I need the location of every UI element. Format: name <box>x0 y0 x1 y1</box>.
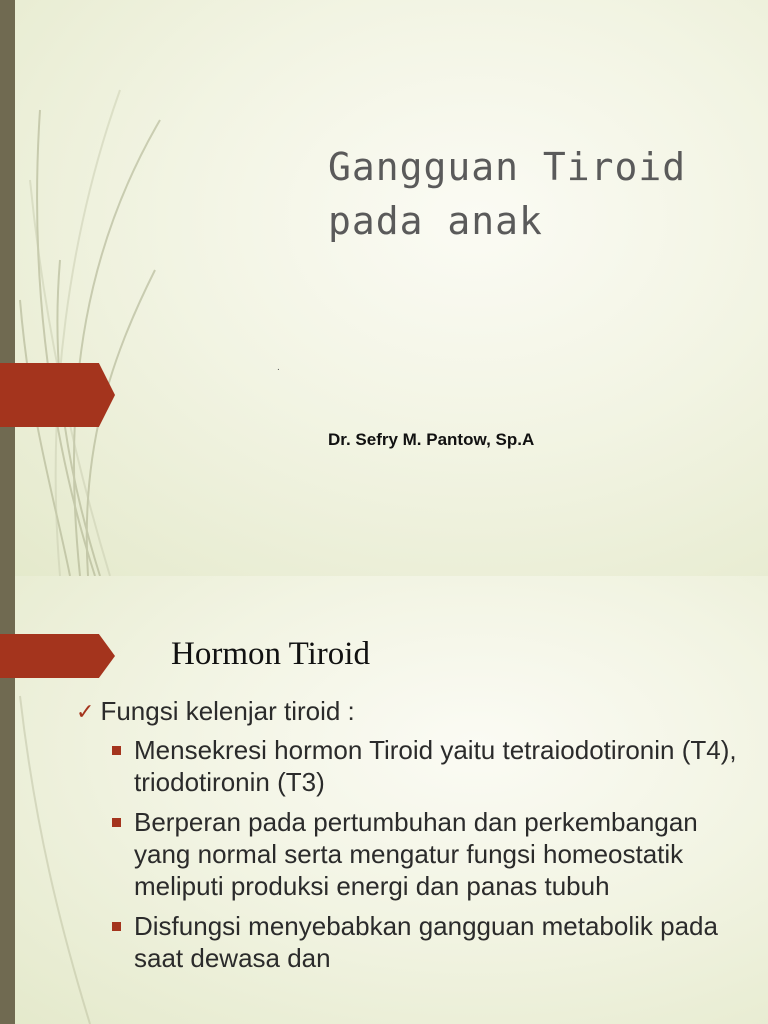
square-bullet-icon <box>112 818 121 827</box>
check-icon: ✓ <box>76 698 95 724</box>
content-slide <box>0 576 768 1024</box>
stray-dot: . <box>277 362 280 373</box>
level1-item <box>76 696 355 727</box>
bullet-text: Berperan pada pertumbuhan dan perkembangan yang normal serta mengatur fungsi homeostatik meliputi produksi energi dan panas tubuh <box>134 807 698 901</box>
slide-title: Gangguan Tiroid pada anak <box>328 145 687 243</box>
bullet-text: Disfungsi menyebabkan gangguan metabolik pada saat dewasa dan <box>134 911 718 973</box>
list-item <box>112 910 752 974</box>
title-arrow-tab <box>0 634 115 678</box>
square-bullet-icon <box>112 746 121 755</box>
decorative-curves <box>0 0 200 576</box>
list-item <box>112 734 752 798</box>
list-item <box>112 806 752 902</box>
author-name: Dr. Sefry M. Pantow, Sp.A <box>328 430 535 449</box>
bullet-text: Mensekresi hormon Tiroid yaitu tetraiodotironin (T4), triodotironin (T3) <box>134 735 737 797</box>
square-bullet-icon <box>112 922 121 931</box>
title-arrow-tab <box>0 363 115 427</box>
slide-title: Hormon Tiroid <box>171 636 370 672</box>
bullet-list <box>112 734 752 982</box>
level1-text: Fungsi kelenjar tiroid : <box>100 696 355 726</box>
